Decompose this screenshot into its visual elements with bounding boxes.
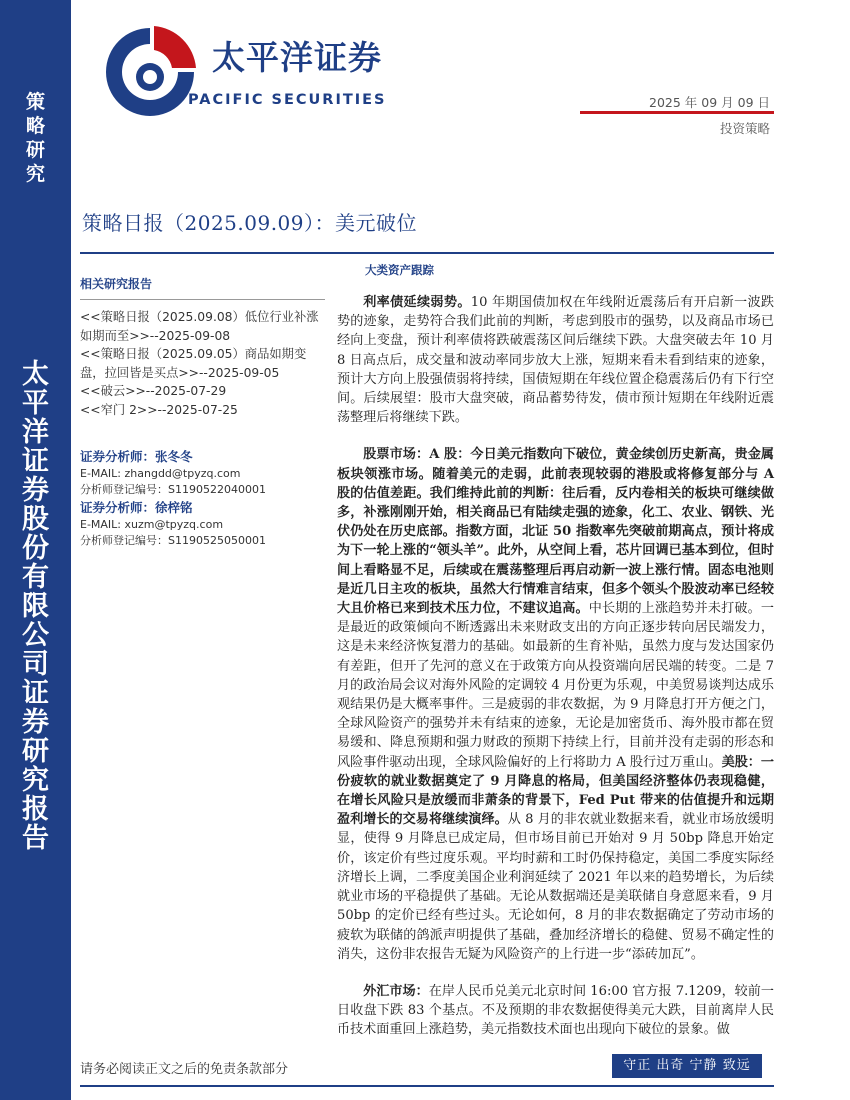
analyst-name: 证券分析师：张冬冬 — [80, 449, 193, 464]
section-heading: 大类资产跟踪 — [365, 263, 434, 277]
page-title: 策略日报（2025.09.09）：美元破位 — [82, 211, 418, 235]
sidebar-char: 券 — [22, 707, 49, 738]
analyst-email[interactable]: E-MAIL: xuzm@tpyzq.com — [80, 518, 224, 531]
logo-english-name: PACIFIC SECURITIES — [188, 92, 387, 108]
sidebar-char: 份 — [22, 533, 49, 564]
bonds-lead: 利率债延续弱势。 — [363, 295, 471, 310]
equities-lead: 股票市场：A 股：今日美元指数向下破位，黄金续创历史新高，贵金属板块领涨市场。随着美元的走弱，此前表现较弱的港股或将修复部分与 A 股的估值差距。我们维持此前的判断：往后看，反内卷相关的板块可继续做多，补涨刚刚开始，相关商品已有陆续走强的迹象，化工、农业、钢铁、光伏仍处在历史底部。指数方面，北证 50 指数率先突破前期高点，预计将成为下一轮上涨的“领头羊”。此外，从空间上看，芯片回调已基本到位，但时间上看略显不足，后续或在震荡整理后再启动新一波上涨行情。固态电池则是近几日主攻的板块，虽然大行情难言结束，但多个领头个股波动率已经较大且价格已来到技术压力位，不建议追高。 — [337, 447, 774, 617]
analyst-name: 证券分析师：徐梓铭 — [80, 500, 193, 515]
sidebar-label-company — [0, 360, 71, 853]
related-report-link[interactable]: <<策略日报（2025.09.05）商品如期变盘，拉回皆是买点>>--2025-09-05 — [80, 347, 307, 380]
analyst-email[interactable]: E-MAIL: zhangdd@tpyzq.com — [80, 467, 241, 480]
sidebar-char: 股 — [22, 504, 49, 535]
sidebar-char: 证 — [22, 446, 49, 477]
related-report-link[interactable]: <<窄门 2>>--2025-07-25 — [80, 402, 238, 417]
related-reports-heading: 相关研究报告 — [80, 275, 325, 300]
report-category: 投资策略 — [719, 121, 770, 136]
sidebar-char: 略 — [25, 115, 45, 137]
paragraph-fx — [337, 982, 774, 1040]
related-report-link[interactable]: <<破云>>--2025-07-29 — [80, 384, 227, 398]
logo-mark-icon — [100, 22, 200, 122]
sidebar-char: 有 — [22, 562, 49, 593]
fx-text: 在岸人民币兑美元北京时间 16:00 官方报 7.1209，较前一日收盘下跌 83 个基点。不及预期的非农数据使得美元大跌，目前离岸人民币技术面重回上涨趋势，美元指数技术面也出现向下破位的景象。做 — [337, 983, 775, 1038]
sidebar-char: 究 — [25, 163, 45, 185]
related-report-link[interactable]: <<策略日报（2025.09.08）低位行业补涨如期而至>>--2025-09-08 — [80, 310, 319, 343]
paragraph-bonds — [337, 293, 774, 427]
sidebar-char: 研 — [25, 139, 45, 161]
sidebar-char: 证 — [22, 678, 49, 709]
sidebar-char: 究 — [22, 765, 49, 796]
paragraph-equities — [337, 445, 774, 963]
title-divider — [80, 252, 774, 254]
analyst-registration: 分析师登记编号：S1190525050001 — [80, 534, 266, 547]
date-divider — [580, 111, 774, 114]
company-logo — [100, 22, 387, 122]
sidebar-char: 报 — [22, 794, 49, 825]
equities-text: 中长期的上涨趋势并未打破。一是最近的政策倾向不断透露出未来财政支出的方向正逐步转向居民端发力，这是未来经济恢复潜力的基础。如最新的生育补贴，虽然力度与发达国家仍有差距，但开了先河的意义在于政策方向从投资端向居民端的转变。二是 7 月的政治局会议对海外风险的定调较 4 月份更为乐观，中美贸易谈判达成乐观结果仍是大概率事件。三是疲弱的非农数据，为 9 月降息打开方便之门，全球风险资产的强势并未有结束的迹象，无论是加密货币、海外股市都在贸易缓和、降息预期和强力财政的预期下持续上行，目前并没有走弱的形态和风险事件驱动出现，全球风险偏好的上行将助力 A 股行过万重山。 — [337, 601, 775, 770]
sidebar-char: 公 — [22, 620, 49, 651]
bonds-text: 10 年期国债加权在年线附近震荡后有开启新一波跌势的迹象，走势符合我们此前的判断，考虑到股市的强势，以及商品市场已经向上变盘，预计利率债将跌破震荡区间后继续下跌。大盘突破去年 10 月 8 日高点后，成交量和波动率同步放大上涨，短期来看未看到结束的迹象，预计大方向上股强债弱将持续，国债短期在年线位置企稳震荡后仍有下行空间。后续展望：股市大盘突破，商品蓄势待发，债市预计短期在年线附近震荡整理后将继续下跌。 — [337, 295, 775, 426]
sidebar-char: 司 — [22, 649, 49, 680]
fx-lead: 外汇市场： — [363, 983, 429, 999]
sidebar-char: 告 — [22, 823, 49, 854]
logo-chinese-name: 太平洋证券 — [212, 38, 382, 77]
analyst-registration: 分析师登记编号：S1190522040001 — [80, 483, 266, 496]
sidebar-char: 平 — [22, 388, 49, 419]
us-stocks-lead: 美股：一份疲软的就业数据奠定了 9 月降息的格局，但美国经济整体仍表现稳健，在增长风险只是放缓而非萧条的背景下，Fed Put 带来的估值提升和远期盈利增长的交易将继续演绎。 — [337, 754, 775, 828]
left-column — [80, 275, 325, 549]
sidebar-char: 策 — [25, 91, 45, 113]
sidebar-char: 限 — [22, 591, 49, 622]
footer-divider — [80, 1085, 774, 1087]
sidebar-char: 券 — [22, 475, 49, 506]
analyst-list — [80, 447, 325, 549]
sidebar-label-strategy — [0, 90, 71, 186]
sidebar-char: 太 — [22, 359, 49, 390]
report-date: 2025 年 09 月 09 日 — [649, 95, 770, 110]
left-sidebar — [0, 0, 71, 1100]
main-body — [337, 293, 774, 1058]
sidebar-char: 洋 — [22, 417, 49, 448]
footer-motto: 守正 出奇 宁静 致远 — [612, 1054, 762, 1078]
footer-disclaimer: 请务必阅读正文之后的免责条款部分 — [80, 1062, 289, 1077]
us-stocks-text: 从 8 月的非农就业数据来看，就业市场放缓明显，使得 9 月降息已成定局，但市场目前已开始对 9 月 50bp 降息开始定价，该定价有些过度乐观。平均时薪和工时仍保持稳定，美国二季度实际经济增长上调，二季度美国企业利润延续了 2021 年以来的趋势增长，为后续就业市场的平稳提供了基础。无论从数据端还是美联储自身意愿来看，9 月 50bp 的定价已经有些过头。无论如何，8 月的非农数据确定了劳动市场的疲软为联储的鸽派声明提供了基础，叠加经济增长的稳健、贸易不确定性的消失，这份非农报告无疑为风险资产的上行进一步“添砖加瓦”。 — [337, 812, 774, 962]
sidebar-char: 研 — [22, 736, 49, 767]
